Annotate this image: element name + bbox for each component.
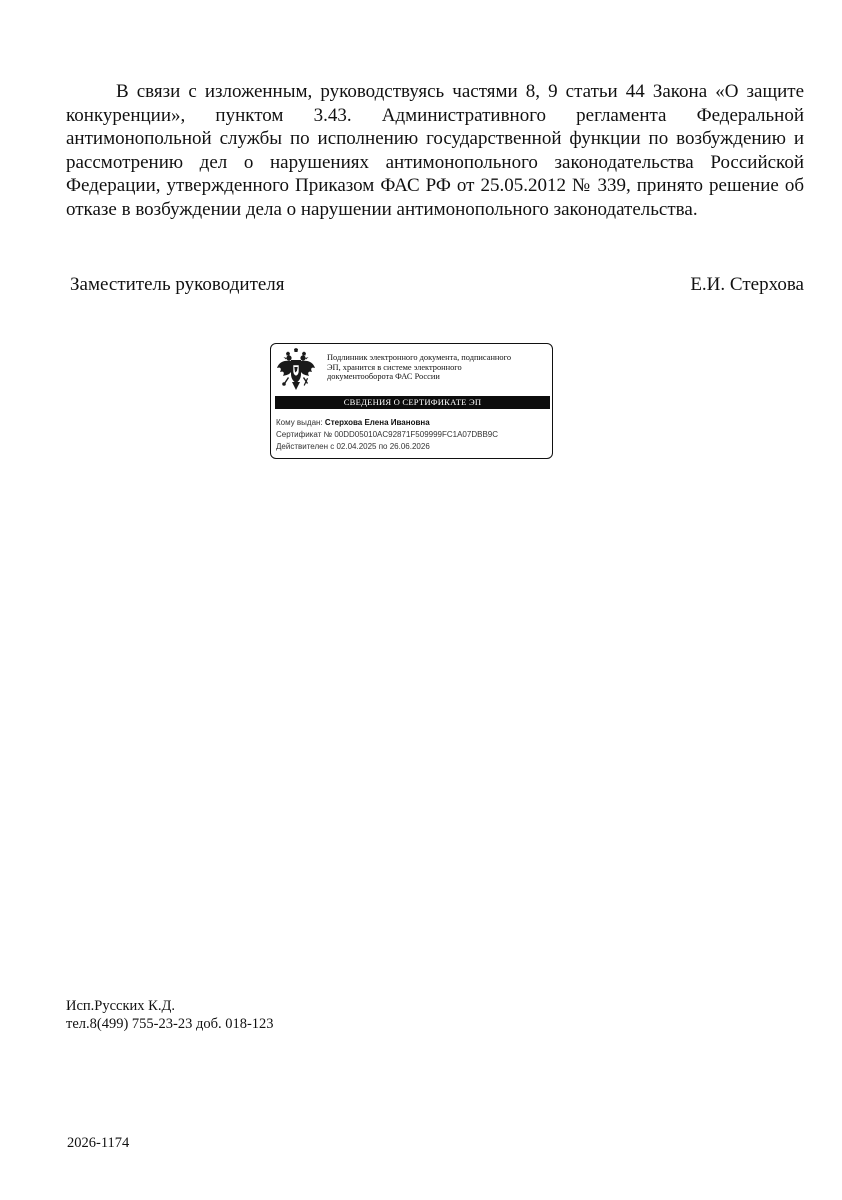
stamp-title-line: документооборота ФАС России: [327, 372, 440, 382]
stamp-title: [327, 353, 549, 382]
stamp-validity: Действителен с 02.04.2025 по 26.06.2026: [276, 442, 430, 451]
executor-phone: тел.8(499) 755-23-23 доб. 018-123: [66, 1016, 274, 1032]
coat-of-arms-icon: [276, 348, 316, 392]
body-paragraph: В связи с изложенным, руководствуясь частями 8, 9 статьи 44 Закона «О защите конкуренции», пунктом 3.43. Административного регламента Федеральной антимонопольной службы по исполнению государственной функции по возбуждению и рассмотрению дел о нарушениях антимонопольного законодательства Российской Федерации, утвержденного Приказом ФАС РФ от 25.05.2012 № 339, принято решение об отказе в возбуждении дела о нарушении антимонопольного законодательства.: [66, 81, 804, 220]
document-number: 2026-1174: [67, 1135, 130, 1151]
signer-position: Заместитель руководителя: [70, 274, 285, 295]
stamp-issued-to: [276, 418, 430, 428]
stamp-title-line: Подлинник электронного документа, подписанного: [327, 353, 512, 362]
certificate-label: Сертификат №: [276, 430, 333, 439]
certificate-value: 00DD05010AC92871F509999FC1A07DBB9C: [334, 430, 499, 439]
issued-to-value: Стерхова Елена Ивановна: [324, 418, 430, 427]
stamp-certificate-number: [276, 430, 498, 440]
executor-block: [66, 997, 274, 1033]
executor-name: Исп.Русских К.Д.: [66, 998, 175, 1014]
signer-name: Е.И. Стерхова: [690, 274, 804, 295]
issued-to-label: Кому выдан:: [276, 418, 323, 427]
electronic-signature-stamp: [270, 343, 553, 459]
stamp-certificate-header: СВЕДЕНИЯ О СЕРТИФИКАТЕ ЭП: [275, 396, 550, 409]
stamp-title-line: ЭП, хранится в системе электронного: [327, 362, 462, 372]
